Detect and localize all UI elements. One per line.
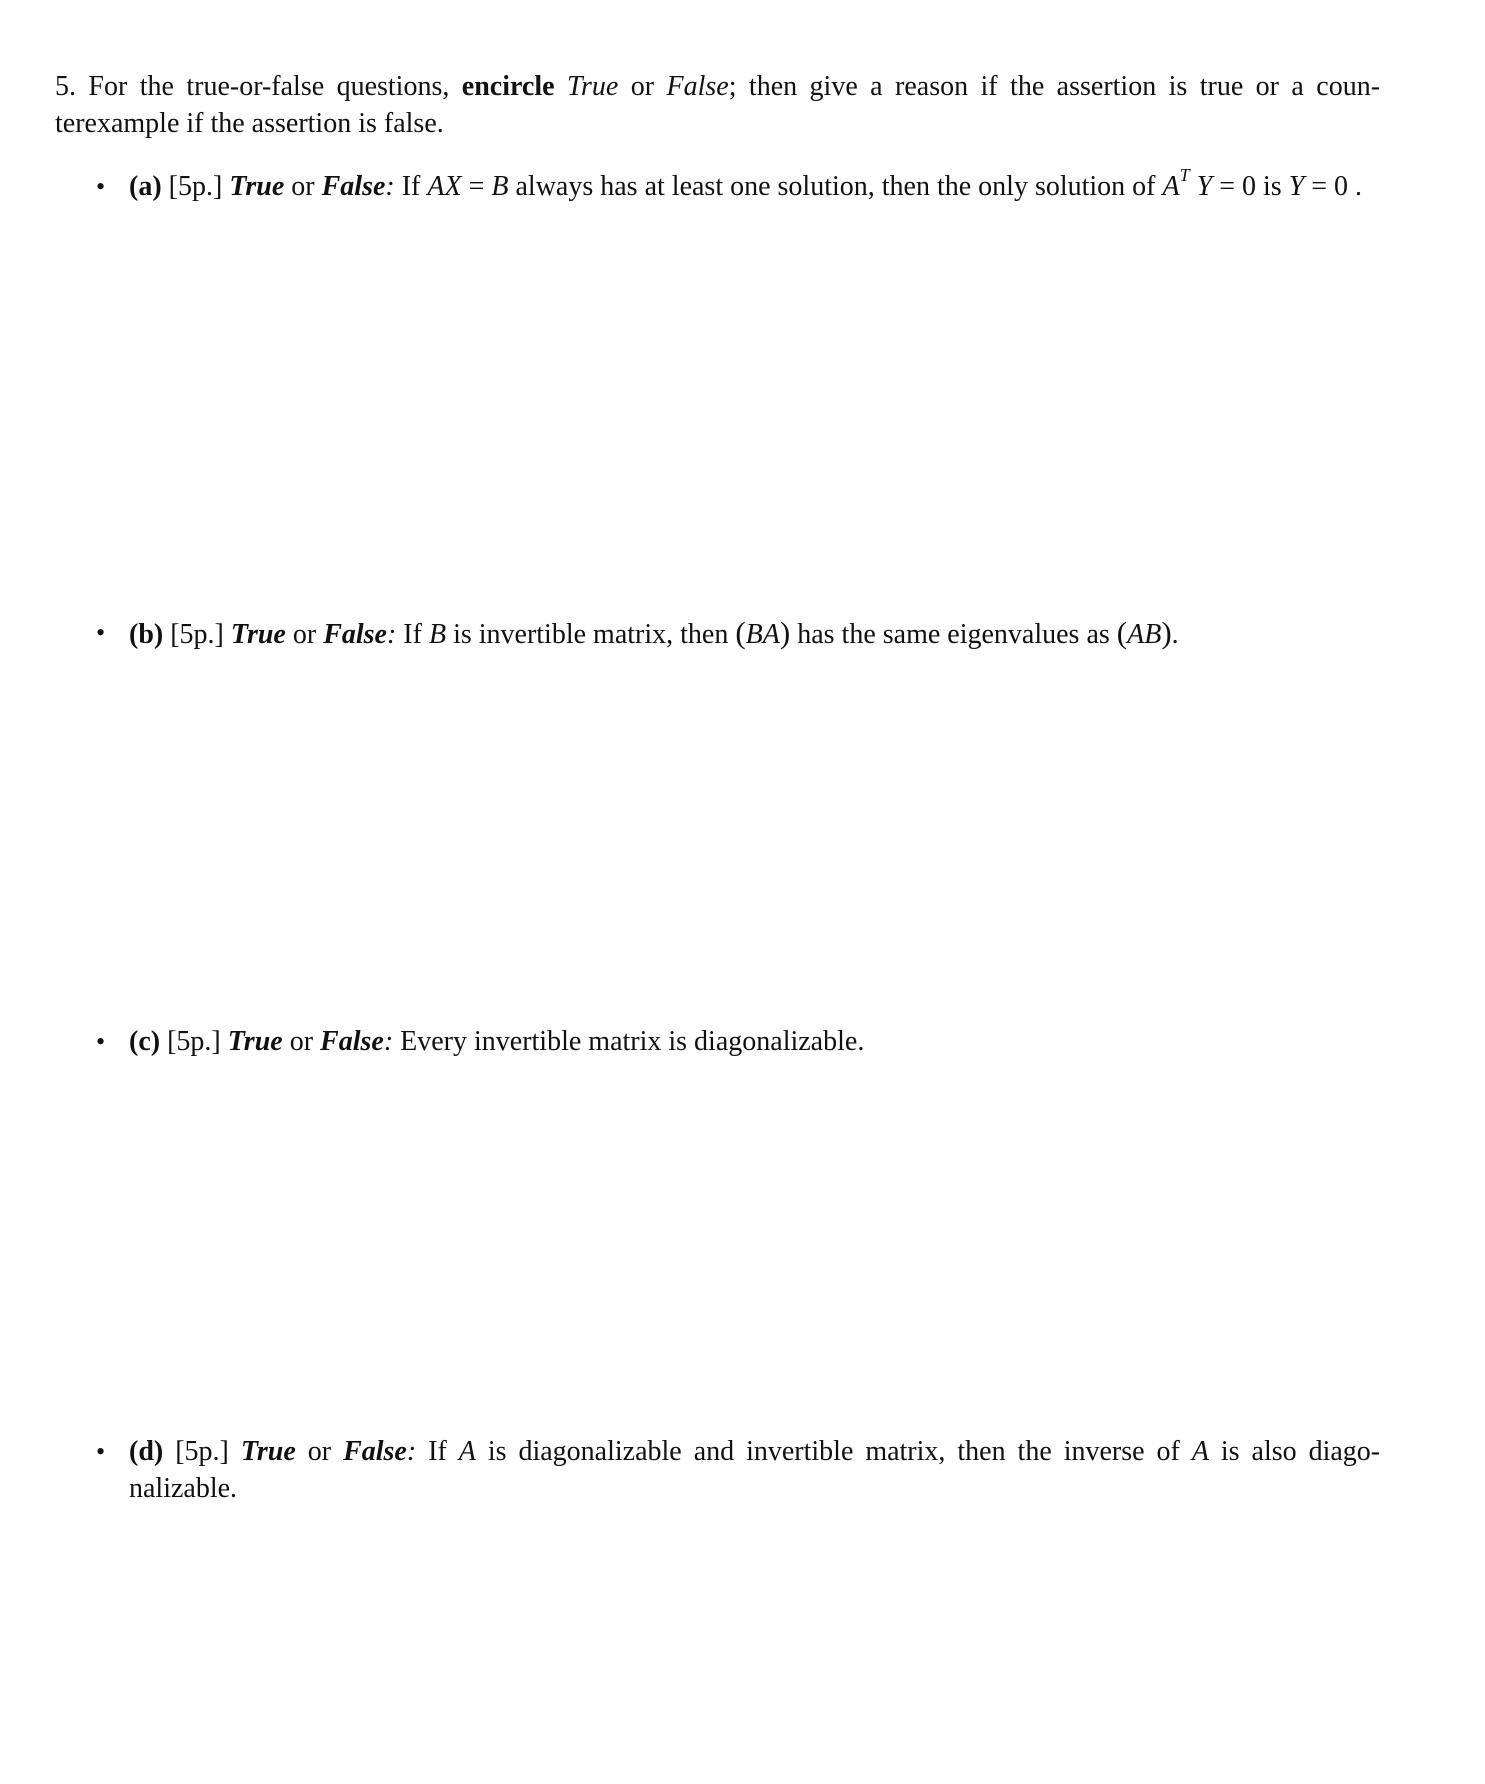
false-option[interactable]: False: [343, 1436, 407, 1467]
item-c: [88, 1023, 1380, 1060]
or-text: or: [291, 171, 315, 202]
question-intro: [55, 68, 1380, 142]
math-transpose: T: [1179, 164, 1190, 185]
intro-encircle: encircle: [461, 71, 555, 102]
bullet-icon: •: [96, 1437, 106, 1466]
item-points: [5p.]: [170, 619, 224, 650]
math-y: Y: [1196, 171, 1213, 202]
true-option[interactable]: True: [227, 1026, 283, 1057]
colon: :: [383, 1026, 394, 1057]
statement-text: is also diago-nalizable.: [129, 1436, 1381, 1504]
item-points: [5p.]: [175, 1436, 229, 1467]
or-text: or: [289, 1026, 314, 1057]
statement-period: .: [1171, 619, 1179, 650]
question-number: 5.: [55, 71, 76, 102]
math-a: A: [1162, 171, 1180, 202]
item-a: [88, 164, 1380, 205]
statement-text: If: [401, 171, 421, 202]
intro-text-start: For the true-or-false questions,: [88, 71, 450, 102]
statement-text: = 0 .: [1311, 171, 1363, 202]
intro-true: True: [566, 71, 619, 102]
statement-text: Every invertible matrix is diagonalizable.: [400, 1026, 865, 1057]
statement-equals: =: [468, 171, 485, 202]
bullet-icon: •: [96, 618, 106, 647]
item-points: [5p.]: [167, 1026, 221, 1057]
intro-or: or: [630, 71, 655, 102]
item-d-body: [129, 1433, 1380, 1507]
statement-text: has the same eigenvalues as: [797, 619, 1110, 650]
item-label: (b): [129, 619, 164, 650]
math-y: Y: [1288, 171, 1305, 202]
statement-text: is invertible matrix, then: [453, 619, 729, 650]
true-option[interactable]: True: [230, 619, 286, 650]
math-ab: AB: [1127, 619, 1162, 650]
math-b: B: [428, 619, 447, 650]
item-points: [5p.]: [168, 171, 223, 202]
math-ba: BA: [745, 619, 780, 650]
item-d: [88, 1433, 1380, 1507]
statement-text: = 0 is: [1219, 171, 1282, 202]
item-label: (c): [129, 1026, 161, 1057]
false-option[interactable]: False: [323, 619, 387, 650]
colon: :: [386, 619, 397, 650]
true-option[interactable]: True: [240, 1436, 296, 1467]
statement-text: If: [403, 619, 422, 650]
bullet-icon: •: [96, 1027, 106, 1056]
intro-text-end: ; then give a reason if the assertion is true or a coun-terexample if the assertion is false.: [55, 71, 1381, 139]
or-text: or: [307, 1436, 332, 1467]
item-b: [88, 614, 1380, 653]
false-option[interactable]: False: [320, 1026, 384, 1057]
true-option[interactable]: True: [229, 171, 285, 202]
false-option[interactable]: False: [321, 171, 386, 202]
colon: :: [385, 171, 395, 202]
math-ax: AX: [427, 171, 462, 202]
math-a: A: [1191, 1436, 1209, 1467]
item-c-body: [129, 1023, 1380, 1060]
item-b-body: (b) [5p.] True or False: If B is invertible matrix, then (BA) has the same eigenvalues as (AB).: [129, 615, 1179, 650]
colon: :: [406, 1436, 417, 1467]
statement-text: always has at least one solution, then the only solution of: [515, 171, 1156, 202]
bullet-icon: •: [96, 172, 106, 201]
item-label: (a): [129, 171, 162, 202]
statement-text: is diagonalizable and invertible matrix, then the inverse of: [487, 1436, 1180, 1467]
statement-text: If: [428, 1436, 447, 1467]
or-text: or: [292, 619, 317, 650]
math-b: B: [491, 171, 509, 202]
math-a: A: [458, 1436, 476, 1467]
item-a-body: [129, 164, 1380, 205]
intro-false: False: [666, 71, 729, 102]
item-label: (d): [129, 1436, 164, 1467]
